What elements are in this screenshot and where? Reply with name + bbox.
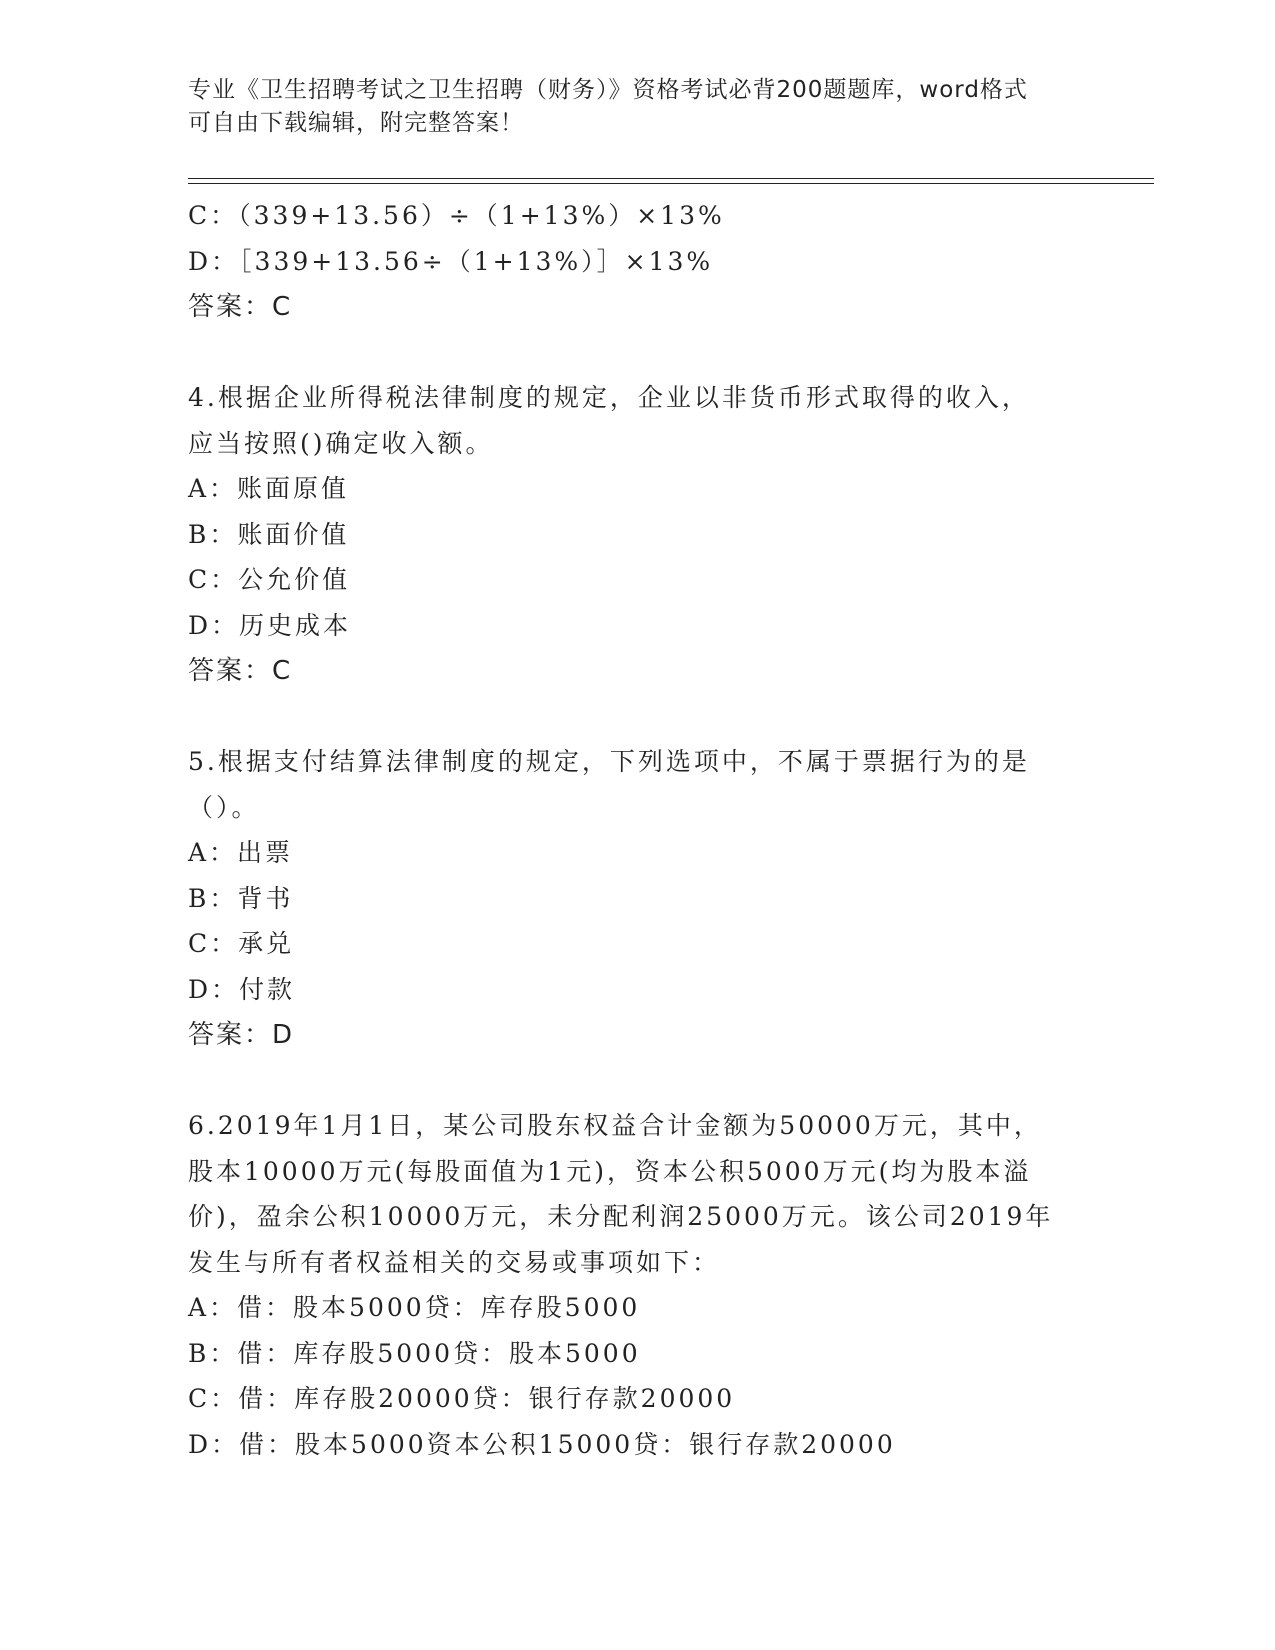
q6-option-b: B：借：库存股5000贷：股本5000 xyxy=(188,1338,641,1368)
q4-option-d: D：历史成本 xyxy=(188,610,352,640)
question-4 xyxy=(188,375,1088,694)
q6-stem-line-4: 发生与所有者权益相关的交易或事项如下： xyxy=(188,1247,721,1277)
header-line-2: 可自由下载编辑，附完整答案！ xyxy=(188,110,524,136)
q3-answer: 答案：C xyxy=(188,292,293,322)
q5-stem-line-1: 5.根据支付结算法律制度的规定，下列选项中，不属于票据行为的是 xyxy=(188,747,1030,776)
spacer xyxy=(188,330,1088,375)
q4-stem-line-2: 应当按照()确定收入额。 xyxy=(188,428,494,458)
q5-option-b: B：背书 xyxy=(188,883,294,913)
q4-option-c: C：公允价值 xyxy=(188,565,351,594)
q3-option-d: D：［339+13.56÷（1+13%）］×13% xyxy=(188,246,714,276)
document-body xyxy=(188,193,1088,1467)
question-3-tail xyxy=(188,193,1088,330)
q3-option-c: C：（339+13.56）÷（1+13%）×13% xyxy=(188,201,725,230)
q4-option-b: B：账面价值 xyxy=(188,519,350,549)
q4-stem-line-1: 4.根据企业所得税法律制度的规定，企业以非货币形式取得的收入， xyxy=(188,383,1030,412)
q5-option-a: A：出票 xyxy=(188,838,294,867)
q5-answer: 答案：D xyxy=(188,1020,295,1050)
question-5 xyxy=(188,739,1088,1058)
header-line-1: 专业《卫生招聘考试之卫生招聘（财务）》资格考试必背200题题库，word格式 xyxy=(188,77,1028,103)
q6-stem-line-1: 6.2019年1月1日，某公司股东权益合计金额为50000万元，其中， xyxy=(188,1111,1042,1140)
q6-option-d: D：借：股本5000资本公积15000贷：银行存款20000 xyxy=(188,1429,896,1459)
spacer xyxy=(188,694,1088,739)
document-header xyxy=(188,74,1088,140)
spacer xyxy=(188,1058,1088,1103)
q6-stem-line-3: 价)，盈余公积10000万元，未分配利润25000万元。该公司2019年 xyxy=(188,1202,1054,1231)
q4-answer: 答案：C xyxy=(188,656,293,686)
question-6 xyxy=(188,1103,1088,1467)
q6-option-a: A：借：股本5000贷：库存股5000 xyxy=(188,1293,641,1322)
q5-option-c: C：承兑 xyxy=(188,929,295,958)
q5-option-d: D：付款 xyxy=(188,974,296,1004)
q6-option-c: C：借：库存股20000贷：银行存款20000 xyxy=(188,1384,736,1413)
q4-option-a: A：账面原值 xyxy=(188,474,350,503)
q6-stem-line-2: 股本10000万元(每股面值为1元)，资本公积5000万元(均为股本溢 xyxy=(188,1156,1032,1186)
q5-stem-line-2: （）。 xyxy=(188,792,260,822)
header-divider-bottom xyxy=(188,183,1154,184)
header-divider-top xyxy=(188,178,1154,179)
